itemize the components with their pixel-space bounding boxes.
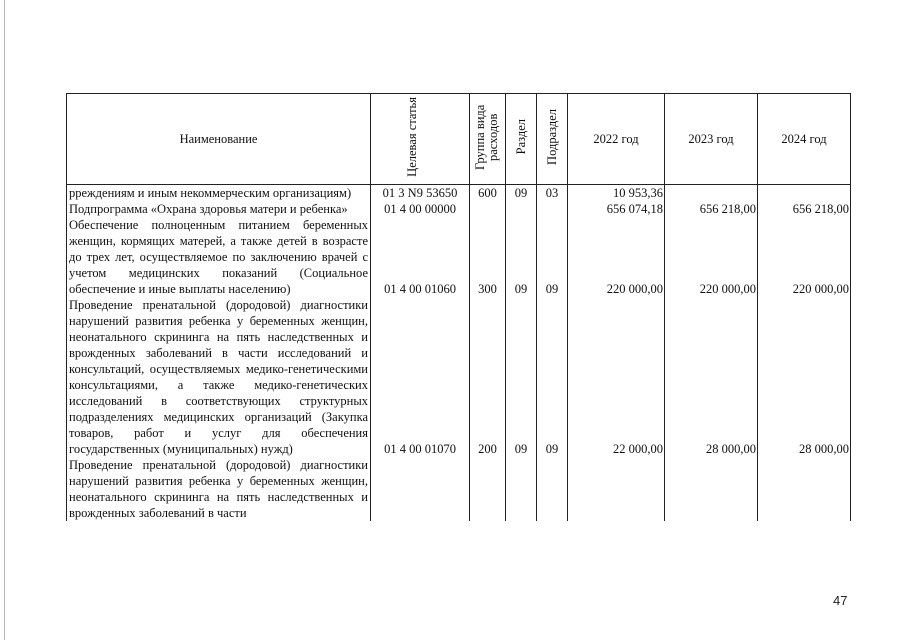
row-y3: 220 000,00 (758, 217, 851, 297)
row-name: Проведение пренатальной (дородовой) диагностики нарушений развития ребенка у беременных женщин, неонатального скрининга на пять наследственных и врожденных заболеваний в части исследований и консультаций, осуществляемых медико-генетическими консультациями, а также медико-генетических исследований в соответствующих структурных подразделениях медицинских организаций (Закупка товаров, работ и услуг для обеспечения государственных (муниципальных) нужд) (69, 298, 368, 456)
row-y2: 28 000,00 (665, 297, 758, 457)
row-razd (506, 457, 537, 521)
header-name-label: Наименование (179, 132, 258, 146)
row-grp: 300 (470, 217, 506, 297)
header-razd-label: Раздел (513, 119, 528, 155)
row-razd (506, 201, 537, 217)
row-y1: 10 953,36 (568, 185, 665, 202)
row-y3: 656 218,00 (758, 201, 851, 217)
header-grp-label: Группа вида расходов (472, 104, 500, 170)
header-stat (371, 94, 470, 185)
row-name-cell (67, 217, 371, 297)
row-stat: 01 4 00 00000 (371, 201, 470, 217)
row-y2: 656 218,00 (665, 201, 758, 217)
row-razd: 09 (506, 185, 537, 202)
row-y2 (665, 457, 758, 521)
row-name-cell (67, 185, 371, 202)
page-number: 47 (833, 593, 848, 608)
row-y1 (568, 457, 665, 521)
row-stat (371, 457, 470, 521)
row-grp (470, 457, 506, 521)
header-year-2023 (665, 94, 758, 185)
budget-table-wrapper (66, 93, 850, 591)
row-stat: 01 4 00 01070 (371, 297, 470, 457)
row-podr (537, 201, 568, 217)
header-podr-label: Подраздел (544, 109, 559, 165)
row-y3 (758, 457, 851, 521)
row-razd: 09 (506, 297, 537, 457)
row-razd: 09 (506, 217, 537, 297)
row-y1: 22 000,00 (568, 297, 665, 457)
row-name-cell (67, 297, 371, 457)
row-y3: 28 000,00 (758, 297, 851, 457)
header-stat-label: Целевая статья (405, 97, 419, 177)
header-year-2022-label: 2022 год (593, 132, 639, 146)
budget-table (66, 93, 851, 521)
row-y3 (758, 185, 851, 202)
row-y2 (665, 185, 758, 202)
row-podr: 09 (537, 217, 568, 297)
row-name-cell (67, 457, 371, 521)
row-grp (470, 201, 506, 217)
header-year-2022 (568, 94, 665, 185)
row-grp: 200 (470, 297, 506, 457)
row-name: Обеспечение полноценным питанием беременных женщин, кормящих матерей, а также детей в возрасте до трех лет, осуществляемое по заключению врачей с учетом медицинских показаний (Социальное обеспечение и иные выплаты населению) (69, 218, 368, 296)
row-stat: 01 3 N9 53650 (371, 185, 470, 202)
table-row (67, 185, 851, 202)
row-name: Подпрограмма «Охрана здоровья матери и ребенка» (69, 202, 348, 216)
row-podr: 03 (537, 185, 568, 202)
row-grp: 600 (470, 185, 506, 202)
row-name: Проведение пренатальной (дородовой) диагностики нарушений развития ребенка у беременных женщин, неонатального скрининга на пять наследственных и врожденных заболеваний в части (69, 458, 368, 520)
header-grp (470, 94, 506, 185)
header-podr (537, 94, 568, 185)
page-margin-line (4, 0, 5, 640)
row-y2: 220 000,00 (665, 217, 758, 297)
table-row (67, 201, 851, 217)
row-y1: 220 000,00 (568, 217, 665, 297)
header-razd (506, 94, 537, 185)
row-name-cell (67, 201, 371, 217)
header-year-2024-label: 2024 год (781, 132, 827, 146)
row-podr (537, 457, 568, 521)
table-row (67, 297, 851, 457)
row-podr: 09 (537, 297, 568, 457)
row-stat: 01 4 00 01060 (371, 217, 470, 297)
header-year-2024 (758, 94, 851, 185)
table-row (67, 457, 851, 521)
header-year-2023-label: 2023 год (688, 132, 734, 146)
row-name: рреждениям и иным некоммерческим организациям) (69, 186, 352, 200)
table-row (67, 217, 851, 297)
row-y1: 656 074,18 (568, 201, 665, 217)
table-header-row (67, 94, 851, 185)
header-name (67, 94, 371, 185)
